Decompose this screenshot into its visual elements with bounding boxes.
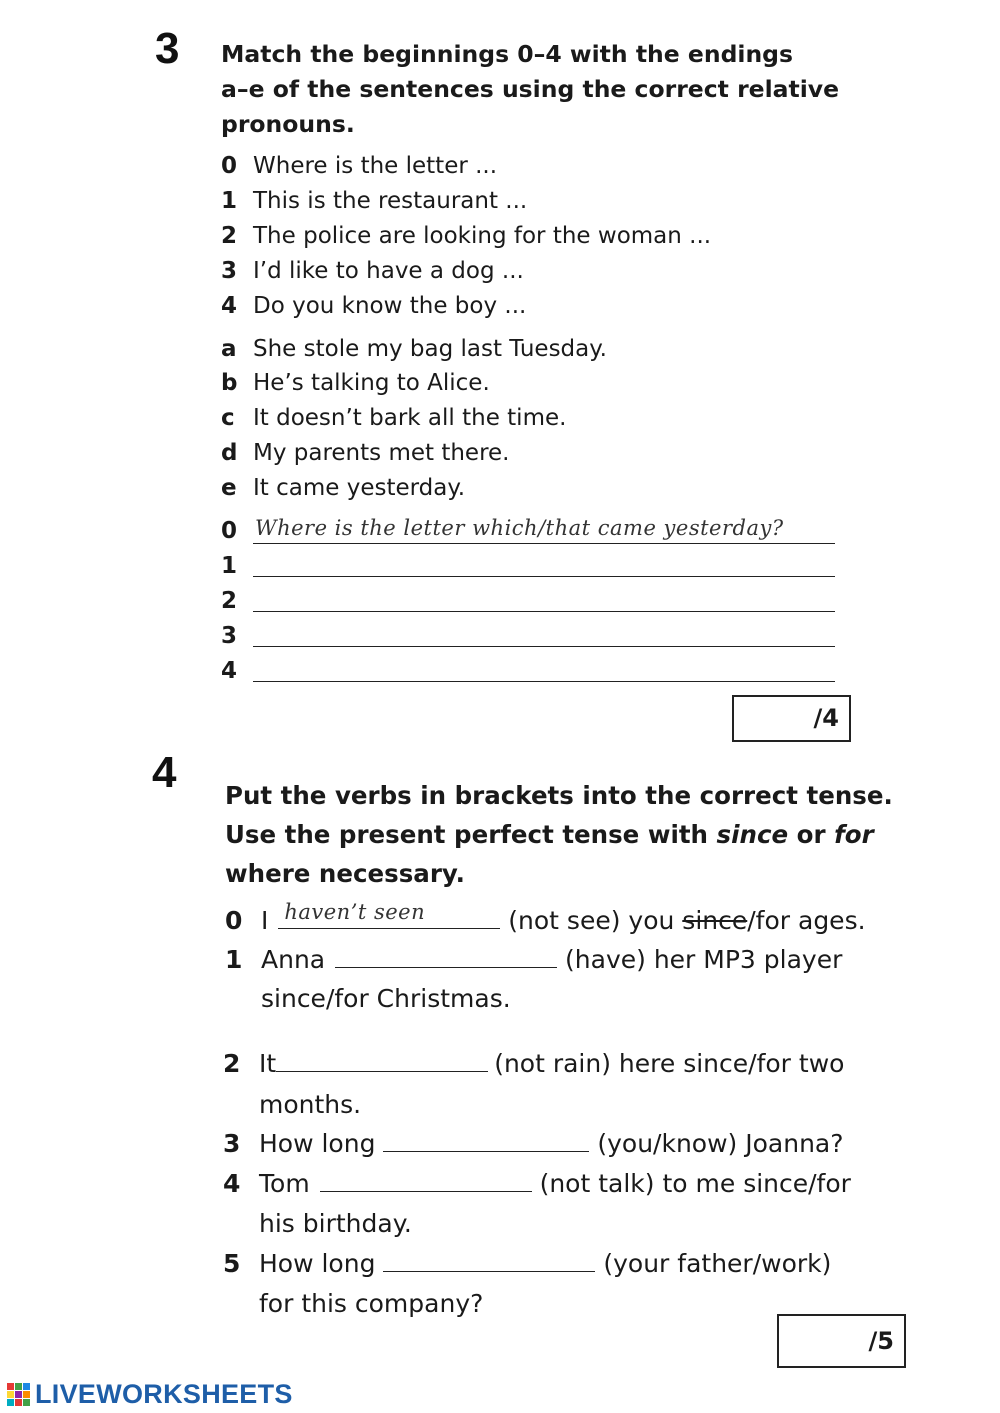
item-before: I — [261, 906, 269, 935]
answer-number-3 — [221, 622, 237, 650]
exercise-3-number: 3 — [155, 24, 180, 73]
answer-line-1[interactable] — [253, 576, 835, 577]
answer-number-4 — [221, 657, 237, 685]
item-letter: e — [221, 475, 237, 501]
answer-line-2[interactable] — [253, 611, 835, 612]
item-after: (not rain) here since/for two — [494, 1049, 845, 1078]
item-letter: a — [221, 336, 237, 362]
ending-text: It doesn’t bark all the time. — [253, 405, 567, 431]
ending-a — [221, 335, 607, 363]
instruction-text: or — [788, 820, 835, 849]
brand-name: LIVEWORKSHEETS — [35, 1379, 293, 1409]
answer-blank-5[interactable] — [383, 1249, 595, 1272]
tense-item-2 — [223, 1049, 844, 1079]
item-after: (have) her MP3 player — [565, 945, 843, 974]
item-before: Tom — [259, 1169, 310, 1198]
item-number: 5 — [223, 1249, 241, 1278]
answer-0-text: Where is the letter which/that came yesterday? — [255, 516, 784, 540]
item-before: How long — [259, 1249, 376, 1278]
item-after: (your father/work) — [603, 1249, 832, 1278]
beginning-1 — [221, 187, 527, 215]
ending-b — [221, 369, 490, 397]
answer-blank-2[interactable] — [276, 1049, 488, 1072]
tense-item-0 — [225, 900, 866, 936]
item-before: Anna — [261, 945, 326, 974]
exercise-3-instruction-line-3: pronouns. — [221, 110, 355, 138]
ending-d — [221, 439, 510, 467]
item-before: It — [259, 1049, 277, 1078]
tense-item-3 — [223, 1129, 844, 1159]
score-text: /5 — [868, 1327, 894, 1355]
item-number: 1 — [221, 553, 238, 579]
beginning-text: I’d like to have a dog ... — [253, 258, 524, 284]
item-after: (not see) you — [508, 906, 683, 935]
ending-text: My parents met there. — [253, 440, 510, 466]
item-letter: b — [221, 370, 238, 396]
item-after: /for ages. — [747, 906, 866, 935]
item-number: 4 — [223, 1169, 241, 1198]
ending-e — [221, 474, 465, 502]
ending-text: He’s talking to Alice. — [253, 370, 490, 396]
item-number: 4 — [221, 658, 238, 684]
item-number: 2 — [221, 223, 238, 249]
item-number: 1 — [221, 188, 238, 214]
item-after: (you/know) Joanna? — [597, 1129, 844, 1158]
ending-text: It came yesterday. — [253, 475, 466, 501]
item-number: 3 — [221, 258, 238, 284]
item-number: 0 — [221, 518, 238, 544]
exercise-3-score-box — [732, 695, 851, 742]
score-text: /4 — [813, 704, 839, 732]
answer-line-0 — [253, 543, 835, 544]
instruction-for: for — [834, 820, 874, 849]
answer-blank-4[interactable] — [320, 1169, 532, 1192]
item-number: 0 — [221, 153, 238, 179]
ending-c — [221, 404, 566, 432]
item-number: 3 — [223, 1129, 241, 1158]
instruction-text: Use the present perfect tense with — [225, 820, 717, 849]
ending-text: She stole my bag last Tuesday. — [253, 336, 607, 362]
answer-number-1 — [221, 552, 237, 580]
grid-logo-icon — [7, 1383, 31, 1407]
beginning-text: Where is the letter ... — [253, 153, 498, 179]
struck-word: since — [682, 906, 748, 935]
exercise-3-instruction-line-2: a–e of the sentences using the correct relative — [221, 75, 840, 103]
answer-0-handwritten: haven’t seen — [284, 900, 426, 924]
answer-number-0 — [221, 517, 237, 545]
answer-blank-1[interactable] — [335, 945, 557, 968]
exercise-4-instruction-line-2 — [225, 816, 874, 854]
item-letter: c — [221, 405, 235, 431]
item-number: 0 — [225, 906, 243, 935]
item-before: How long — [259, 1129, 376, 1158]
item-number: 4 — [221, 293, 238, 319]
tense-item-4-cont: his birthday. — [259, 1209, 412, 1238]
beginning-0 — [221, 152, 497, 180]
tense-item-5 — [223, 1249, 831, 1279]
item-after: (not talk) to me since/for — [539, 1169, 851, 1198]
answer-number-2 — [221, 587, 237, 615]
exercise-4-score-box — [777, 1314, 906, 1368]
beginning-text: The police are looking for the woman ... — [253, 223, 712, 249]
tense-item-5-cont: for this company? — [259, 1289, 484, 1318]
exercise-4-number: 4 — [152, 748, 177, 797]
beginning-4 — [221, 292, 526, 320]
tense-item-2-cont: months. — [259, 1090, 362, 1119]
instruction-since: since — [716, 820, 789, 849]
item-number: 1 — [225, 945, 243, 974]
item-number: 2 — [221, 588, 238, 614]
item-number: 2 — [223, 1049, 241, 1078]
answer-line-3[interactable] — [253, 646, 835, 647]
exercise-4-instruction-line-3: where necessary. — [225, 859, 465, 888]
answer-blank-0 — [278, 900, 500, 929]
tense-item-1-cont: since/for Christmas. — [261, 984, 511, 1013]
tense-item-1 — [225, 945, 842, 975]
tense-item-4 — [223, 1169, 851, 1199]
beginning-text: This is the restaurant ... — [253, 188, 528, 214]
item-letter: d — [221, 440, 238, 466]
item-number: 3 — [221, 623, 238, 649]
answer-line-4[interactable] — [253, 681, 835, 682]
beginning-3 — [221, 257, 524, 285]
answer-blank-3[interactable] — [383, 1129, 589, 1152]
exercise-4-instruction-line-1: Put the verbs in brackets into the correct tense. — [225, 781, 893, 810]
beginning-text: Do you know the boy ... — [253, 293, 527, 319]
beginning-2 — [221, 222, 711, 250]
exercise-3-instruction-line-1: Match the beginnings 0–4 with the endings — [221, 40, 793, 68]
